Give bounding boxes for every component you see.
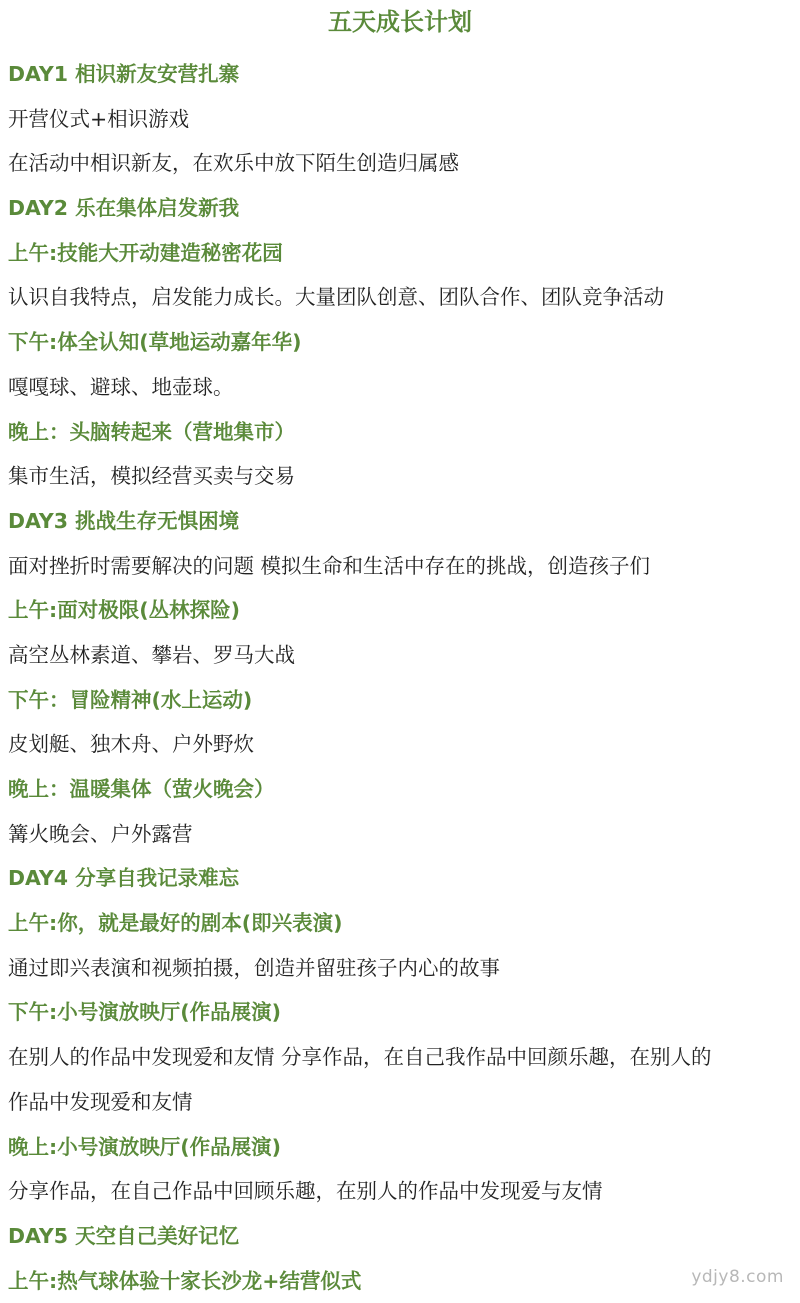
body-text: 高空丛林素道、攀岩、罗马大战 xyxy=(8,642,295,667)
section-heading: 上午:热气球体验十家长沙龙+结营似式 xyxy=(8,1268,362,1293)
body-text: 作品中发现爱和友情 xyxy=(8,1089,193,1114)
section-heading: DAY1 相识新友安营扎寨 xyxy=(8,62,240,86)
section-heading: 上午:技能大开动建造秘密花园 xyxy=(8,240,283,265)
body-text: 认识自我特点，启发能力成长。大量团队创意、团队合作、团队竞争活动 xyxy=(8,285,664,310)
section-heading: DAY5 天空自己美好记忆 xyxy=(8,1223,240,1248)
body-text: 嘎嘎球、避球、地壶球。 xyxy=(8,374,234,399)
section-heading: DAY2 乐在集体启发新我 xyxy=(8,196,240,221)
body-text: 开营仪式+相识游戏 xyxy=(8,106,190,131)
section-heading: 晚上：头脑转起来（营地集市） xyxy=(8,419,295,444)
body-text: 通过即兴表演和视频拍摄，创造并留驻孩子内心的故事 xyxy=(8,955,500,980)
section-heading: 下午:小号演放映厅(作品展演) xyxy=(8,1000,281,1025)
body-text: 篝火晚会、户外露营 xyxy=(8,821,193,846)
section-heading: 下午:体全认知(草地运动嘉年华) xyxy=(8,330,302,355)
section-heading: DAY3 挑战生存无惧困境 xyxy=(8,508,240,533)
body-text: 皮划艇、独木舟、户外野炊 xyxy=(8,732,254,757)
body-text: 集市生活，模拟经营买卖与交易 xyxy=(8,464,295,489)
plan-lines xyxy=(8,52,798,1303)
watermark: ydjy8.com xyxy=(691,1267,784,1287)
page-title: 五天成长计划 xyxy=(328,8,472,36)
section-heading: DAY4 分享自我记录难忘 xyxy=(8,866,240,891)
body-text: 分享作品，在自己作品中回顾乐趣，在别人的作品中发现爱与友情 xyxy=(8,1179,603,1204)
section-heading: 下午：冒险精神(水上运动) xyxy=(8,687,253,712)
body-text: 面对挫折时需要解决的问题 模拟生命和生活中存在的挑战，创造孩子们 xyxy=(8,553,651,578)
section-heading: 晚上：温暖集体（萤火晚会） xyxy=(8,777,275,801)
body-text: 在别人的作品中发现爱和友情 分享作品，在自己我作品中回颜乐趣，在别人的 xyxy=(8,1045,712,1070)
body-text: 在活动中相识新友，在欢乐中放下陌生创造归属感 xyxy=(8,151,459,176)
section-heading: 上午:你，就是最好的剧本(即兴表演) xyxy=(8,911,343,936)
section-heading: 晚上:小号演放映厅(作品展演) xyxy=(8,1134,281,1159)
section-heading: 上午:面对极限(丛林探险) xyxy=(8,598,240,623)
